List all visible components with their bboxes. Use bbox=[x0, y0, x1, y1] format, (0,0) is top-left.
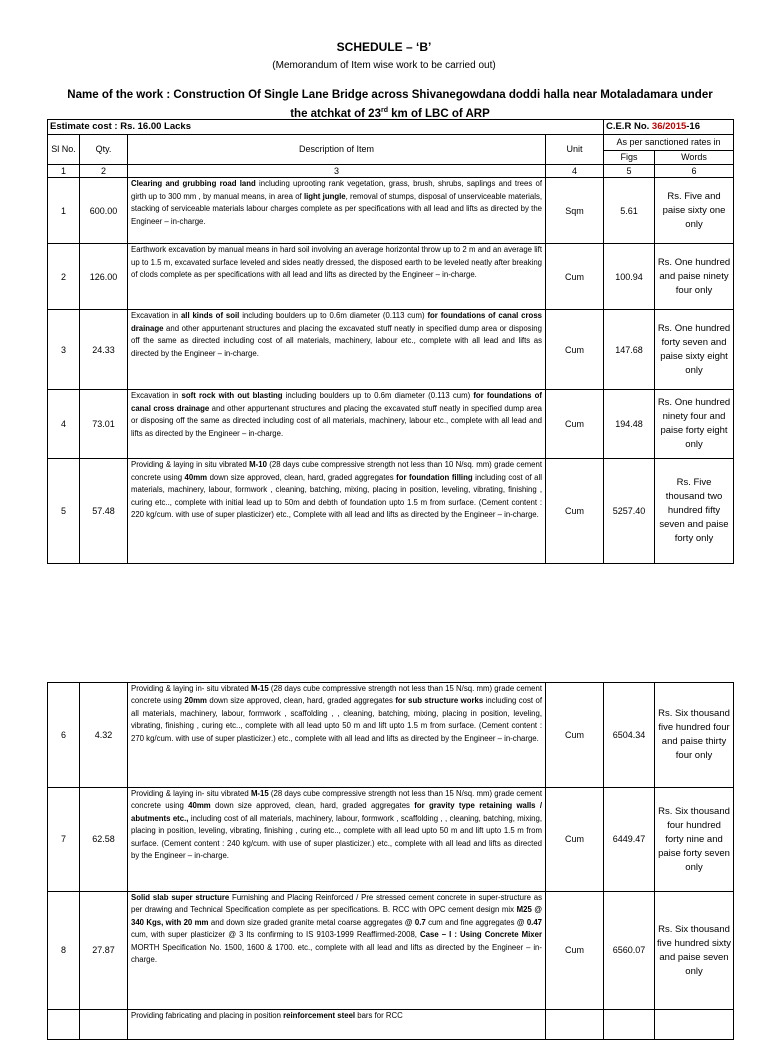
item-qty bbox=[80, 1010, 128, 1040]
description-segment: Providing fabricating and placing in position bbox=[131, 1011, 284, 1020]
col-words: Words bbox=[655, 151, 734, 165]
work-line-2-sup: rd bbox=[380, 107, 388, 114]
work-line-2-pre: the atchkat of 23 bbox=[290, 107, 381, 120]
estimate-row bbox=[48, 120, 734, 135]
item-sl: 3 bbox=[48, 310, 80, 390]
item-sl: 5 bbox=[48, 459, 80, 564]
description-bold-segment: M25 @ 340 Kgs, with 20 mm bbox=[131, 905, 542, 927]
item-unit bbox=[546, 1010, 604, 1040]
description-bold-segment: soft rock with out blasting bbox=[181, 391, 283, 401]
description-segment: including cost of all materials, machinery, labour, formwork , cleaning, batching, mixing, placing in position, leveling, vibrating, finishing , curing etc.., complete with initial lead up to 50m and debth of foundation upto 1.5 m from surface. (Cement content : 220 kg/cum. with use of super plasticizer) etc., Complete with all lead and lifts as directed by the Engineer – in-charge. bbox=[131, 472, 542, 519]
work-line-1: Name of the work : Construction Of Single Lane Bridge across Shivanegowdana doddi halla near Motaladamara under bbox=[67, 89, 713, 101]
item-rate-figs: 6504.34 bbox=[604, 683, 655, 788]
description-segment: (28 days cube compressive strength not less than 15 N/sq. mm) grade cement concrete using bbox=[131, 684, 542, 706]
description-bold-segment: @ 0.47 bbox=[516, 917, 543, 927]
item-qty: 57.48 bbox=[80, 459, 128, 564]
description-segment: MORTH Specification No. 1500, 1600 & 1700. etc., complete with all lead and lifts as directed by the Engineer – in-charge. bbox=[131, 942, 542, 965]
description-bold-segment: M-10 bbox=[249, 460, 267, 470]
description-segment: down size approved, clean, hard, graded aggregates bbox=[206, 696, 396, 706]
description-segment: including boulders up to 0.6m diameter (0.113 cum) bbox=[282, 391, 474, 401]
description-bold-segment: Case – I : Using Concrete Mixer bbox=[420, 930, 542, 940]
item-description bbox=[128, 1010, 546, 1040]
table-row bbox=[48, 892, 734, 1010]
item-rate-words: Rs. One hundred forty seven and paise sixty eight only bbox=[655, 310, 734, 390]
description-segment: and down size graded granite metal coarse aggregates bbox=[208, 917, 405, 927]
item-rate-figs bbox=[604, 1010, 655, 1040]
description-segment: bars for RCC bbox=[355, 1011, 403, 1020]
table-row bbox=[48, 310, 734, 390]
description-bold-segment: Clearing and grubbing road land bbox=[131, 179, 256, 189]
description-segment: (28 days cube compressive strength not less than 15 N/sq. mm) grade cement concrete using bbox=[131, 789, 542, 811]
item-rate-figs: 6449.47 bbox=[604, 788, 655, 892]
col-rates-group: As per sanctioned rates in bbox=[604, 135, 734, 151]
item-sl bbox=[48, 1010, 80, 1040]
item-unit: Cum bbox=[546, 390, 604, 459]
item-rate-words: Rs. One hundred ninety four and paise forty eight only bbox=[655, 390, 734, 459]
item-qty: 73.01 bbox=[80, 390, 128, 459]
item-qty: 600.00 bbox=[80, 178, 128, 244]
description-bold-segment: 20mm bbox=[184, 696, 207, 706]
item-sl: 2 bbox=[48, 244, 80, 310]
schedule-table-part-2 bbox=[47, 682, 734, 1040]
item-rate-words: Rs. Six thousand four hundred forty nine and paise forty seven only bbox=[655, 788, 734, 892]
table-row bbox=[48, 244, 734, 310]
item-rate-figs: 5.61 bbox=[604, 178, 655, 244]
item-description bbox=[128, 244, 546, 310]
cer-number bbox=[604, 120, 734, 135]
col-num-2: 2 bbox=[80, 165, 128, 178]
description-bold-segment: light jungle bbox=[303, 191, 346, 201]
schedule-subtitle: (Memorandum of Item wise work to be carried out) bbox=[272, 60, 496, 71]
item-unit: Sqm bbox=[546, 178, 604, 244]
item-description bbox=[128, 310, 546, 390]
description-segment: Excavation in bbox=[131, 391, 182, 401]
item-description bbox=[128, 892, 546, 1010]
description-bold-segment: for foundations of canal cross drainage bbox=[131, 391, 543, 413]
description-bold-segment: @ 0.7 bbox=[404, 917, 426, 927]
description-segment: cum and fine aggregates bbox=[425, 917, 517, 927]
table-row bbox=[48, 178, 734, 244]
item-unit: Cum bbox=[546, 244, 604, 310]
col-num-5: 5 bbox=[604, 165, 655, 178]
description-segment: including boulders up to 0.6m diameter (0.113 cum) bbox=[239, 311, 428, 321]
description-segment: including cost of all materials, machinery, labour, formwork , scaffolding , , cleaning, batching, mixing, placing in position, leveling, vibrating, finishing , curing etc.., complete with all lead upto 50 m and lift upto 1.5 m from surface. (Cement content : 270 kg/cum. with use of super plasticizer.) etc., complete with all lead and lifts as directed by the Engineer – in-charge. bbox=[131, 696, 542, 743]
column-number-row bbox=[48, 165, 734, 178]
col-sl: Sl No. bbox=[48, 135, 80, 165]
item-rate-figs: 147.68 bbox=[604, 310, 655, 390]
description-segment: Providing & laying in- situ vibrated bbox=[131, 684, 251, 693]
header-row-1 bbox=[48, 135, 734, 151]
cer-label: C.E.R No. bbox=[606, 120, 650, 132]
description-segment: down size approved, clean, hard, graded aggregates bbox=[210, 801, 415, 811]
col-figs: Figs bbox=[604, 151, 655, 165]
description-segment: including cost of all materials, machinery, labour, formwork , scaffolding , , cleaning, batching, mixing, placing in position, leveling, vibrating, finishing , curing etc.., complete with all lead upto 50 m and lift upto 1.5 m from surface. (Cement content : 240 kg/cum. with use of super plasticizer.) etc., complete with all lead and lifts as directed by the Engineer – in-charge. bbox=[131, 813, 542, 861]
description-segment: including uprooting rank vegetation, grass, brush, shrubs, saplings and trees of girth up to 300 mm , by manual means, in area of bbox=[131, 179, 542, 201]
item-rate-words: Rs. One hundred and paise ninety four only bbox=[655, 244, 734, 310]
table-row bbox=[48, 459, 734, 564]
schedule-table-part-1 bbox=[47, 119, 734, 564]
description-bold-segment: reinforcement steel bbox=[283, 1011, 356, 1020]
item-qty: 27.87 bbox=[80, 892, 128, 1010]
item-qty: 62.58 bbox=[80, 788, 128, 892]
col-unit: Unit bbox=[546, 135, 604, 165]
table-row bbox=[48, 788, 734, 892]
description-segment: Providing & laying in situ vibrated bbox=[131, 460, 250, 470]
col-num-1: 1 bbox=[48, 165, 80, 178]
description-segment: down size approved, clean, hard, graded aggregates bbox=[207, 472, 397, 482]
col-num-3: 3 bbox=[128, 165, 546, 178]
description-bold-segment: Solid slab super structure bbox=[131, 893, 230, 902]
item-qty: 126.00 bbox=[80, 244, 128, 310]
description-bold-segment: 40mm bbox=[188, 801, 211, 811]
item-rate-figs: 194.48 bbox=[604, 390, 655, 459]
item-rate-words: Rs. Five and paise sixty one only bbox=[655, 178, 734, 244]
description-segment: , removal of stumps, disposal of unserviceable materials, stacking of serviceable materials labour charges complete as per specifications with all lead and lifts as directed by the Engineer – in-charge. bbox=[131, 191, 543, 226]
item-qty: 24.33 bbox=[80, 310, 128, 390]
item-sl: 1 bbox=[48, 178, 80, 244]
item-sl: 6 bbox=[48, 683, 80, 788]
description-bold-segment: M-15 bbox=[250, 789, 269, 798]
name-of-work bbox=[40, 87, 740, 122]
description-bold-segment: for foundation filling bbox=[396, 472, 473, 482]
item-sl: 7 bbox=[48, 788, 80, 892]
table-row bbox=[48, 683, 734, 788]
cer-red: 36/2015 bbox=[651, 120, 687, 132]
description-segment: and other appurtenant structures and placing the excavated stuff neatly in specified dump area or disposing off the same as directed including cost of all materials, machinery, labour etc., complete with all lead and lifts as directed by the Engineer – in-charge. bbox=[131, 323, 542, 358]
description-segment: Furnishing and Placing Reinforced / Pre stressed cement concrete in super-structure as per drawing and Technical Specification complete as per specifications. B. RCC with OPC cement design mix bbox=[131, 893, 542, 915]
description-segment: (28 days cube compressive strength not less than 10 N/sq. mm) grade cement concrete using bbox=[131, 460, 543, 482]
col-qty: Qty. bbox=[80, 135, 128, 165]
item-description bbox=[128, 390, 546, 459]
description-bold-segment: 40mm bbox=[184, 472, 208, 482]
item-unit: Cum bbox=[546, 683, 604, 788]
item-description bbox=[128, 178, 546, 244]
item-unit: Cum bbox=[546, 892, 604, 1010]
description-bold-segment: all kinds of soil bbox=[180, 311, 240, 321]
description-segment: Providing & laying in- situ vibrated bbox=[131, 789, 251, 798]
item-rate-words: Rs. Five thousand two hundred fifty seven and paise forty only bbox=[655, 459, 734, 564]
item-rate-figs: 100.94 bbox=[604, 244, 655, 310]
item-rate-words bbox=[655, 1010, 734, 1040]
table-row bbox=[48, 1010, 734, 1040]
description-segment: Excavation in bbox=[131, 311, 181, 321]
item-rate-words: Rs. Six thousand five hundred four and paise thirty four only bbox=[655, 683, 734, 788]
work-line-2-post: km of LBC of ARP bbox=[387, 107, 490, 120]
item-description bbox=[128, 459, 546, 564]
description-bold-segment: M-15 bbox=[250, 684, 269, 693]
item-description bbox=[128, 788, 546, 892]
item-qty: 4.32 bbox=[80, 683, 128, 788]
item-unit: Cum bbox=[546, 310, 604, 390]
description-segment: Earthwork excavation by manual means in hard soil involving an average horizontal throw up to 2 m and an average lift up to 1.5 m, excavated surface leveled and sides neatly dressed, the disposed earth to be leveled neatly after breaking of clods complete as per specifications with all lead and lifts as directed by the Engineer – in-charge. bbox=[131, 245, 542, 280]
item-unit: Cum bbox=[546, 788, 604, 892]
description-segment: and other appurtenant structures and placing the excavated stuff neatly in specified dump area or disposing off the same as directed including cost of all materials, machinery, labour etc., complete with all lead and lifts as directed by the Engineer – in-charge. bbox=[131, 403, 542, 438]
item-rate-figs: 5257.40 bbox=[604, 459, 655, 564]
col-desc: Description of Item bbox=[128, 135, 546, 165]
col-num-4: 4 bbox=[546, 165, 604, 178]
item-unit: Cum bbox=[546, 459, 604, 564]
description-segment: cum, with super plasticizer @ 3 lts confirming to IS 9103-1999 Reaffirmed-2008, bbox=[131, 930, 421, 940]
item-sl: 8 bbox=[48, 892, 80, 1010]
description-bold-segment: for gravity type retaining walls / abutments etc., bbox=[131, 801, 542, 823]
item-rate-figs: 6560.07 bbox=[604, 892, 655, 1010]
item-rate-words: Rs. Six thousand five hundred sixty and paise seven only bbox=[655, 892, 734, 1010]
estimate-cost: Estimate cost : Rs. 16.00 Lacks bbox=[48, 120, 604, 135]
item-sl: 4 bbox=[48, 390, 80, 459]
schedule-title: SCHEDULE – ‘B’ bbox=[336, 40, 432, 54]
table-row bbox=[48, 390, 734, 459]
item-description bbox=[128, 683, 546, 788]
description-bold-segment: for sub structure works bbox=[395, 696, 484, 706]
cer-suffix: -16 bbox=[686, 120, 700, 132]
description-bold-segment: for foundations of canal cross drainage bbox=[131, 311, 542, 333]
col-num-6: 6 bbox=[655, 165, 734, 178]
